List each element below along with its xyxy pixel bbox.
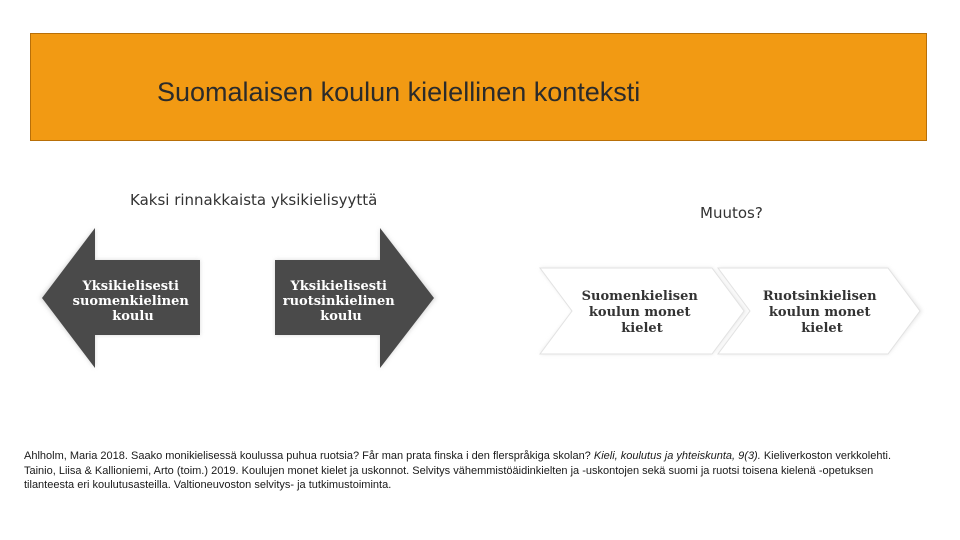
reference-2: Tainio, Liisa & Kallioniemi, Arto (toim.) 2019. Koulujen monet kielet ja uskonnot. Selvitys vähemmistöäidinkielten ja -uskontojen sekä suomi ja ruotsi toisena kielenä -opetuksen tilanteesta eri koulutusasteilla. Valtioneuvoston selvitys- ja tutkimustoiminta. [24,464,874,491]
finnish-arrow-line-3: koulu [112,309,154,324]
reference-1-text: Ahlholm, Maria 2018. Saako monikielisessä koulussa puhua ruotsia? Får man prata finska i den flerspråkiga skolan? [24,450,594,462]
finnish-arrow-line-1: Yksikielisesti [82,279,179,294]
left-figure-heading: Kaksi rinnakkaista yksikielisyyttä [130,191,378,209]
swedish-arrow-line-2: ruotsinkielinen [282,294,395,309]
chevron-2-line-1: Ruotsinkielisen [762,289,877,304]
reference-1 [24,449,924,464]
swedish-arrow-line-3: koulu [320,309,362,324]
swedish-school-arrow [275,228,436,368]
chevron-swedish-many-languages [718,268,922,354]
chevron-2-line-2: koulun monet [768,305,871,320]
reference-1-journal: Kieli, koulutus ja yhteiskunta, 9(3). [593,450,761,462]
finnish-school-arrow [40,228,200,368]
slide-title: Suomalaisen koulun kielellinen konteksti [157,77,641,107]
references [24,449,924,493]
chevron-1-line-3: kielet [621,321,663,336]
chevron-1-line-1: Suomenkielisen [581,289,698,304]
chevron-2-line-3: kielet [801,321,843,336]
finnish-arrow-line-2: suomenkielinen [72,294,189,309]
reference-1-end: Kieliverkoston verkkolehti. [760,450,892,462]
chevron-1-line-2: koulun monet [588,305,691,320]
right-figure-heading: Muutos? [700,204,763,222]
chevron-finnish-many-languages [540,268,746,354]
swedish-arrow-line-1: Yksikielisesti [290,279,387,294]
